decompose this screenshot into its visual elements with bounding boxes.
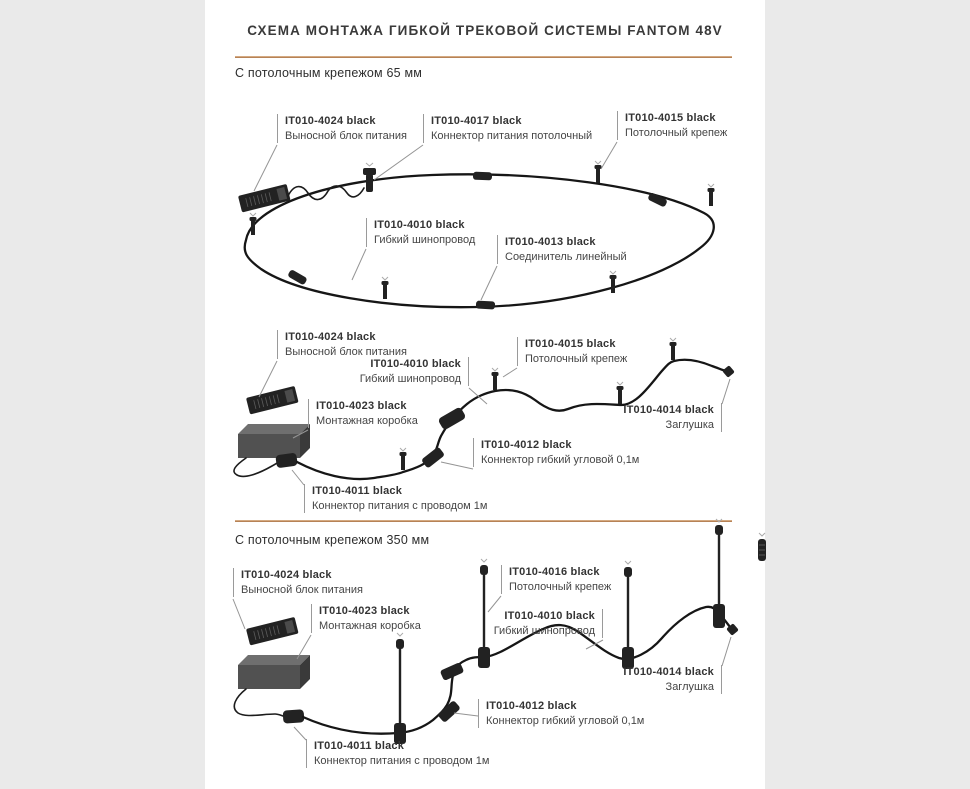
suspension-rod-350mm	[713, 519, 725, 628]
part-label-4014: IT010-4014 black Заглушка	[623, 665, 722, 694]
corner-connector	[421, 446, 445, 468]
ceiling-mount-pin	[708, 184, 715, 206]
part-label-4017: IT010-4017 black Коннектор питания потолочный	[423, 114, 592, 143]
ceiling-mount-pin	[382, 277, 389, 299]
leader-line	[722, 637, 731, 666]
leader-line	[601, 142, 617, 169]
ceiling-mount-pin	[492, 368, 499, 390]
suspension-rod-350mm	[394, 633, 406, 744]
leader-line	[254, 145, 277, 191]
part-label-4010: IT010-4010 black Гибкий шинопровод	[494, 609, 603, 638]
ceiling-mount-pin	[610, 271, 617, 293]
linear-connector	[647, 192, 668, 208]
section-1-header: С потолочным крепежом 65 мм	[235, 66, 423, 80]
linear-connector	[473, 172, 492, 181]
part-label-4015: IT010-4015 black Потолочный крепеж	[617, 111, 727, 140]
part-label-4024: IT010-4024 black Выносной блок питания	[233, 568, 363, 597]
leader-line	[441, 462, 473, 469]
ceiling-mount-pin	[617, 382, 624, 404]
part-label-4011: IT010-4011 black Коннектор питания с проводом 1м	[306, 739, 489, 768]
part-label-4012: IT010-4012 black Коннектор гибкий угловой 0,1м	[473, 438, 639, 467]
mounting-box	[238, 655, 310, 689]
rod-sample	[758, 533, 766, 561]
part-label-4023: IT010-4023 black Монтажная коробка	[308, 399, 418, 428]
part-label-4011: IT010-4011 black Коннектор питания с проводом 1м	[304, 484, 487, 513]
part-label-4015: IT010-4015 black Потолочный крепеж	[517, 337, 627, 366]
leader-line	[454, 713, 478, 716]
power-supply-unit	[238, 184, 291, 213]
leader-line	[352, 249, 366, 280]
end-cap	[722, 365, 735, 378]
leader-line	[722, 379, 730, 404]
ceiling-mount-pin	[400, 448, 407, 470]
page-title: СХЕМА МОНТАЖА ГИБКОЙ ТРЕКОВОЙ СИСТЕМЫ FANTOM 48V	[247, 23, 723, 38]
part-label-4016: IT010-4016 black Потолочный крепеж	[501, 565, 611, 594]
suspension-rod-350mm	[622, 561, 634, 669]
part-label-4023: IT010-4023 black Монтажная коробка	[311, 604, 421, 633]
corner-connector	[437, 406, 466, 430]
part-label-4010: IT010-4010 black Гибкий шинопровод	[366, 218, 475, 247]
power-supply-unit	[246, 386, 299, 415]
leader-line	[292, 470, 304, 485]
ceiling-mount-pin	[595, 161, 602, 183]
ceiling-mount-pin	[670, 338, 677, 360]
ceiling-power-connector	[363, 163, 376, 192]
power-feed-connector	[283, 709, 305, 723]
part-label-4010: IT010-4010 black Гибкий шинопровод	[360, 357, 469, 386]
part-label-4024: IT010-4024 black Выносной блок питания	[277, 114, 407, 143]
power-supply-unit	[246, 617, 299, 646]
mounting-box	[238, 424, 310, 458]
leader-line	[294, 727, 306, 740]
part-label-4013: IT010-4013 black Соединитель линейный	[497, 235, 627, 264]
part-label-4014: IT010-4014 black Заглушка	[623, 403, 722, 432]
power-cord	[234, 689, 283, 716]
part-label-4012: IT010-4012 black Коннектор гибкий угловой 0,1м	[478, 699, 644, 728]
leader-line	[233, 599, 245, 629]
oval-track-diagram	[238, 142, 715, 310]
linear-connector	[476, 301, 495, 310]
leader-line	[481, 266, 497, 300]
flexible-track-oval	[245, 174, 714, 307]
suspension-rod-350mm	[478, 559, 490, 668]
section-2-header: С потолочным крепежом 350 мм	[235, 533, 430, 547]
part-label-4024: IT010-4024 black Выносной блок питания	[277, 330, 407, 359]
power-cord	[234, 458, 281, 476]
leader-line	[503, 368, 517, 377]
